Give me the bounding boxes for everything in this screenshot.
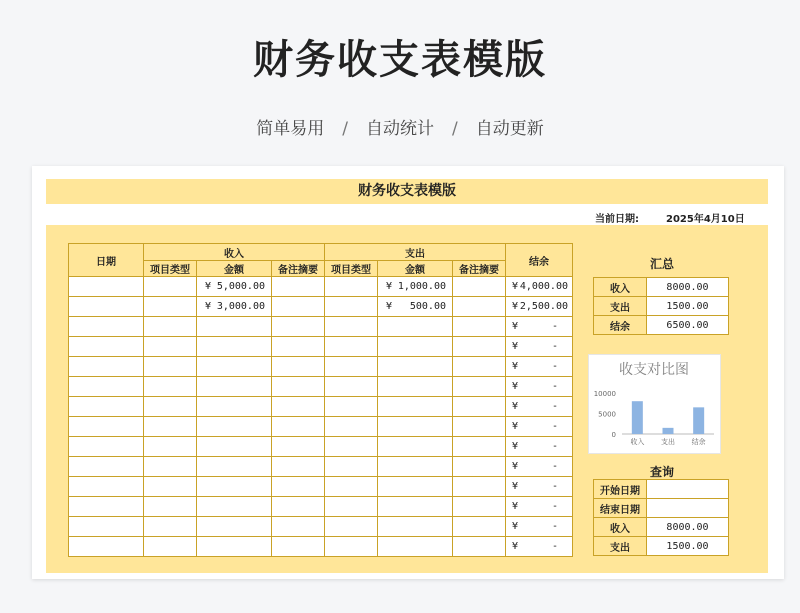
balance-cell	[506, 317, 573, 337]
balance-value: -	[551, 501, 558, 512]
feature-list	[0, 114, 800, 139]
expense-note-cell[interactable]	[453, 377, 506, 397]
bar-0	[632, 401, 643, 434]
income-note-cell[interactable]	[272, 377, 325, 397]
summary-row	[594, 316, 729, 335]
query-end-date-input[interactable]	[647, 499, 729, 518]
table-row	[69, 537, 573, 557]
date-cell[interactable]	[69, 297, 144, 317]
expense-note-cell[interactable]	[453, 397, 506, 417]
currency-symbol: ¥	[512, 421, 519, 432]
expense-amount-cell[interactable]	[378, 317, 453, 337]
currency-symbol: ¥	[512, 341, 519, 352]
amount-value: 500.00	[409, 301, 446, 312]
income-type-cell[interactable]	[144, 277, 197, 297]
summary-value[interactable]: 6500.00	[647, 316, 729, 335]
expense-amount-cell[interactable]	[378, 497, 453, 517]
expense-type-cell[interactable]	[325, 417, 378, 437]
header-expense: 支出	[325, 244, 506, 261]
currency-symbol: ¥	[512, 281, 519, 292]
spreadsheet	[32, 166, 784, 579]
query-label: 结束日期	[594, 499, 647, 518]
date-cell[interactable]	[69, 457, 144, 477]
income-note-cell[interactable]	[272, 277, 325, 297]
income-type-cell[interactable]	[144, 317, 197, 337]
summary-label: 收入	[594, 278, 647, 297]
balance-value: -	[551, 321, 558, 332]
query-label: 开始日期	[594, 480, 647, 499]
query-table	[593, 479, 729, 556]
balance-cell	[506, 377, 573, 397]
income-amount-cell[interactable]	[197, 417, 272, 437]
expense-type-cell[interactable]	[325, 377, 378, 397]
income-amount-cell[interactable]	[197, 277, 272, 297]
expense-amount-cell[interactable]	[378, 277, 453, 297]
amount-value: 3,000.00	[216, 301, 265, 312]
currency-symbol: ¥	[512, 541, 519, 552]
income-note-cell[interactable]	[272, 537, 325, 557]
income-amount-cell[interactable]	[197, 537, 272, 557]
summary-value[interactable]: 1500.00	[647, 297, 729, 316]
balance-value: -	[551, 341, 558, 352]
expense-type-cell[interactable]	[325, 357, 378, 377]
balance-cell	[506, 497, 573, 517]
currency-symbol: ¥	[512, 361, 519, 372]
summary-label: 结余	[594, 316, 647, 335]
expense-note-cell[interactable]	[453, 537, 506, 557]
separator: /	[342, 119, 348, 139]
query-row	[594, 499, 729, 518]
expense-amount-cell[interactable]	[378, 297, 453, 317]
currency-symbol: ¥	[512, 301, 519, 312]
balance-value: -	[551, 541, 558, 552]
y-tick-label: 0	[611, 431, 616, 439]
currency-symbol: ¥	[512, 521, 519, 532]
income-amount-cell[interactable]	[197, 297, 272, 317]
query-row	[594, 480, 729, 499]
income-amount-cell[interactable]	[197, 497, 272, 517]
currency-symbol: ¥	[386, 301, 393, 312]
bar-1	[663, 428, 674, 434]
income-type-cell[interactable]	[144, 377, 197, 397]
balance-value: -	[551, 361, 558, 372]
income-amount-cell[interactable]	[197, 457, 272, 477]
income-note-cell[interactable]	[272, 417, 325, 437]
income-type-cell[interactable]	[144, 497, 197, 517]
chart-title: 收支对比图	[619, 362, 689, 378]
amount-value: 1,000.00	[397, 281, 446, 292]
expense-amount-cell[interactable]	[378, 377, 453, 397]
income-type-cell[interactable]	[144, 457, 197, 477]
table-row	[69, 457, 573, 477]
expense-type-cell[interactable]	[325, 437, 378, 457]
table-row	[69, 337, 573, 357]
balance-cell	[506, 517, 573, 537]
income-note-cell[interactable]	[272, 477, 325, 497]
separator: /	[452, 119, 458, 139]
header-expense-note: 备注摘要	[453, 261, 506, 277]
summary-value[interactable]: 8000.00	[647, 278, 729, 297]
income-amount-cell[interactable]	[197, 357, 272, 377]
expense-amount-cell[interactable]	[378, 397, 453, 417]
income-note-cell[interactable]	[272, 317, 325, 337]
header-expense-amount: 金额	[378, 261, 453, 277]
y-tick-label: 10000	[593, 390, 616, 398]
expense-amount-cell[interactable]	[378, 417, 453, 437]
expense-amount-cell[interactable]	[378, 537, 453, 557]
current-date-label: 当前日期:	[595, 214, 639, 225]
table-row	[69, 397, 573, 417]
summary-label: 支出	[594, 297, 647, 316]
currency-symbol: ¥	[512, 441, 519, 452]
expense-note-cell[interactable]	[453, 317, 506, 337]
feature-auto-update: 自动更新	[475, 119, 544, 139]
header-expense-type: 项目类型	[325, 261, 378, 277]
table-row	[69, 517, 573, 537]
query-income-value: 8000.00	[647, 518, 729, 537]
balance-value: -	[551, 381, 558, 392]
expense-note-cell[interactable]	[453, 417, 506, 437]
header-income-type: 项目类型	[144, 261, 197, 277]
table-row	[69, 317, 573, 337]
bar-2	[693, 407, 704, 434]
date-cell[interactable]	[69, 517, 144, 537]
summary-table	[593, 277, 729, 335]
table-row	[69, 497, 573, 517]
income-type-cell[interactable]	[144, 357, 197, 377]
currency-symbol: ¥	[512, 501, 519, 512]
income-amount-cell[interactable]	[197, 437, 272, 457]
page-title: 财务收支表模版	[253, 37, 547, 83]
expense-type-cell[interactable]	[325, 457, 378, 477]
balance-value: -	[551, 441, 558, 452]
x-tick-label: 支出	[661, 438, 675, 446]
expense-type-cell[interactable]	[325, 337, 378, 357]
y-tick-label: 5000	[598, 410, 616, 419]
chart-svg	[589, 355, 720, 453]
currency-symbol: ¥	[386, 281, 393, 292]
income-type-cell[interactable]	[144, 297, 197, 317]
income-amount-cell[interactable]	[197, 397, 272, 417]
current-date-value: 2025年4月10日	[666, 214, 745, 225]
income-type-cell[interactable]	[144, 397, 197, 417]
comparison-chart[interactable]	[588, 354, 721, 454]
header-date: 日期	[69, 244, 144, 277]
income-note-cell[interactable]	[272, 437, 325, 457]
table-row	[69, 297, 573, 317]
summary-title: 汇总	[649, 257, 674, 271]
income-type-cell[interactable]	[144, 537, 197, 557]
income-amount-cell[interactable]	[197, 517, 272, 537]
income-type-cell[interactable]	[144, 337, 197, 357]
expense-note-cell[interactable]	[453, 297, 506, 317]
query-label: 收入	[594, 518, 647, 537]
income-amount-cell[interactable]	[197, 317, 272, 337]
expense-type-cell[interactable]	[325, 517, 378, 537]
query-label: 支出	[594, 537, 647, 556]
header-income: 收入	[144, 244, 325, 261]
date-cell[interactable]	[69, 377, 144, 397]
income-note-cell[interactable]	[272, 397, 325, 417]
expense-type-cell[interactable]	[325, 277, 378, 297]
currency-symbol: ¥	[512, 321, 519, 332]
feature-auto-stats: 自动统计	[366, 119, 434, 139]
feature-easy: 简单易用	[256, 119, 325, 139]
currency-symbol: ¥	[512, 481, 519, 492]
query-row	[594, 537, 729, 556]
expense-type-cell[interactable]	[325, 317, 378, 337]
date-cell[interactable]	[69, 317, 144, 337]
income-type-cell[interactable]	[144, 477, 197, 497]
expense-note-cell[interactable]	[453, 357, 506, 377]
expense-note-cell[interactable]	[453, 277, 506, 297]
header-income-note: 备注摘要	[272, 261, 325, 277]
income-amount-cell[interactable]	[197, 477, 272, 497]
amount-value: 5,000.00	[216, 281, 265, 292]
balance-cell	[506, 417, 573, 437]
date-cell[interactable]	[69, 437, 144, 457]
balance-value: -	[551, 461, 558, 472]
expense-note-cell[interactable]	[453, 517, 506, 537]
balance-value: 4,000.00	[519, 281, 568, 292]
income-amount-cell[interactable]	[197, 377, 272, 397]
table-row	[69, 357, 573, 377]
table-row	[69, 477, 573, 497]
balance-value: -	[551, 481, 558, 492]
summary-row	[594, 278, 729, 297]
currency-symbol: ¥	[205, 301, 212, 312]
currency-symbol: ¥	[512, 461, 519, 472]
income-note-cell[interactable]	[272, 357, 325, 377]
balance-cell	[506, 537, 573, 557]
expense-amount-cell[interactable]	[378, 437, 453, 457]
x-tick-label: 收入	[630, 438, 645, 446]
expense-amount-cell[interactable]	[378, 357, 453, 377]
balance-cell	[506, 337, 573, 357]
table-row	[69, 417, 573, 437]
expense-note-cell[interactable]	[453, 437, 506, 457]
expense-note-cell[interactable]	[453, 337, 506, 357]
expense-amount-cell[interactable]	[378, 337, 453, 357]
currency-symbol: ¥	[512, 401, 519, 412]
balance-cell	[506, 437, 573, 457]
date-cell[interactable]	[69, 497, 144, 517]
sheet-title: 财务收支表模版	[46, 179, 768, 204]
table-row	[69, 377, 573, 397]
income-type-cell[interactable]	[144, 437, 197, 457]
balance-cell	[506, 297, 573, 317]
query-start-date-input[interactable]	[647, 480, 729, 499]
balance-value: -	[551, 421, 558, 432]
expense-type-cell[interactable]	[325, 537, 378, 557]
header-income-amount: 金额	[197, 261, 272, 277]
query-expense-value: 1500.00	[647, 537, 729, 556]
table-row	[69, 277, 573, 297]
date-cell[interactable]	[69, 337, 144, 357]
balance-value: 2,500.00	[519, 301, 568, 312]
income-note-cell[interactable]	[272, 457, 325, 477]
currency-symbol: ¥	[205, 281, 212, 292]
x-tick-label: 结余	[691, 438, 706, 446]
income-note-cell[interactable]	[272, 297, 325, 317]
expense-amount-cell[interactable]	[378, 477, 453, 497]
date-cell[interactable]	[69, 477, 144, 497]
date-cell[interactable]	[69, 537, 144, 557]
balance-cell	[506, 397, 573, 417]
balance-cell	[506, 477, 573, 497]
income-type-cell[interactable]	[144, 417, 197, 437]
income-amount-cell[interactable]	[197, 337, 272, 357]
query-title: 查询	[649, 465, 674, 479]
expense-type-cell[interactable]	[325, 497, 378, 517]
ledger-table	[68, 243, 573, 557]
sheet-body	[46, 225, 768, 573]
expense-type-cell[interactable]	[325, 297, 378, 317]
balance-cell	[506, 457, 573, 477]
income-note-cell[interactable]	[272, 497, 325, 517]
expense-type-cell[interactable]	[325, 397, 378, 417]
table-row	[69, 437, 573, 457]
date-cell[interactable]	[69, 277, 144, 297]
expense-amount-cell[interactable]	[378, 457, 453, 477]
header-balance: 结余	[506, 244, 573, 277]
balance-value: -	[551, 521, 558, 532]
currency-symbol: ¥	[512, 381, 519, 392]
balance-value: -	[551, 401, 558, 412]
expense-type-cell[interactable]	[325, 477, 378, 497]
balance-cell	[506, 357, 573, 377]
expense-note-cell[interactable]	[453, 477, 506, 497]
balance-cell	[506, 277, 573, 297]
query-row	[594, 518, 729, 537]
income-note-cell[interactable]	[272, 517, 325, 537]
income-note-cell[interactable]	[272, 337, 325, 357]
summary-row	[594, 297, 729, 316]
date-cell[interactable]	[69, 397, 144, 417]
date-cell[interactable]	[69, 417, 144, 437]
expense-amount-cell[interactable]	[378, 517, 453, 537]
income-type-cell[interactable]	[144, 517, 197, 537]
expense-note-cell[interactable]	[453, 497, 506, 517]
date-cell[interactable]	[69, 357, 144, 377]
expense-note-cell[interactable]	[453, 457, 506, 477]
